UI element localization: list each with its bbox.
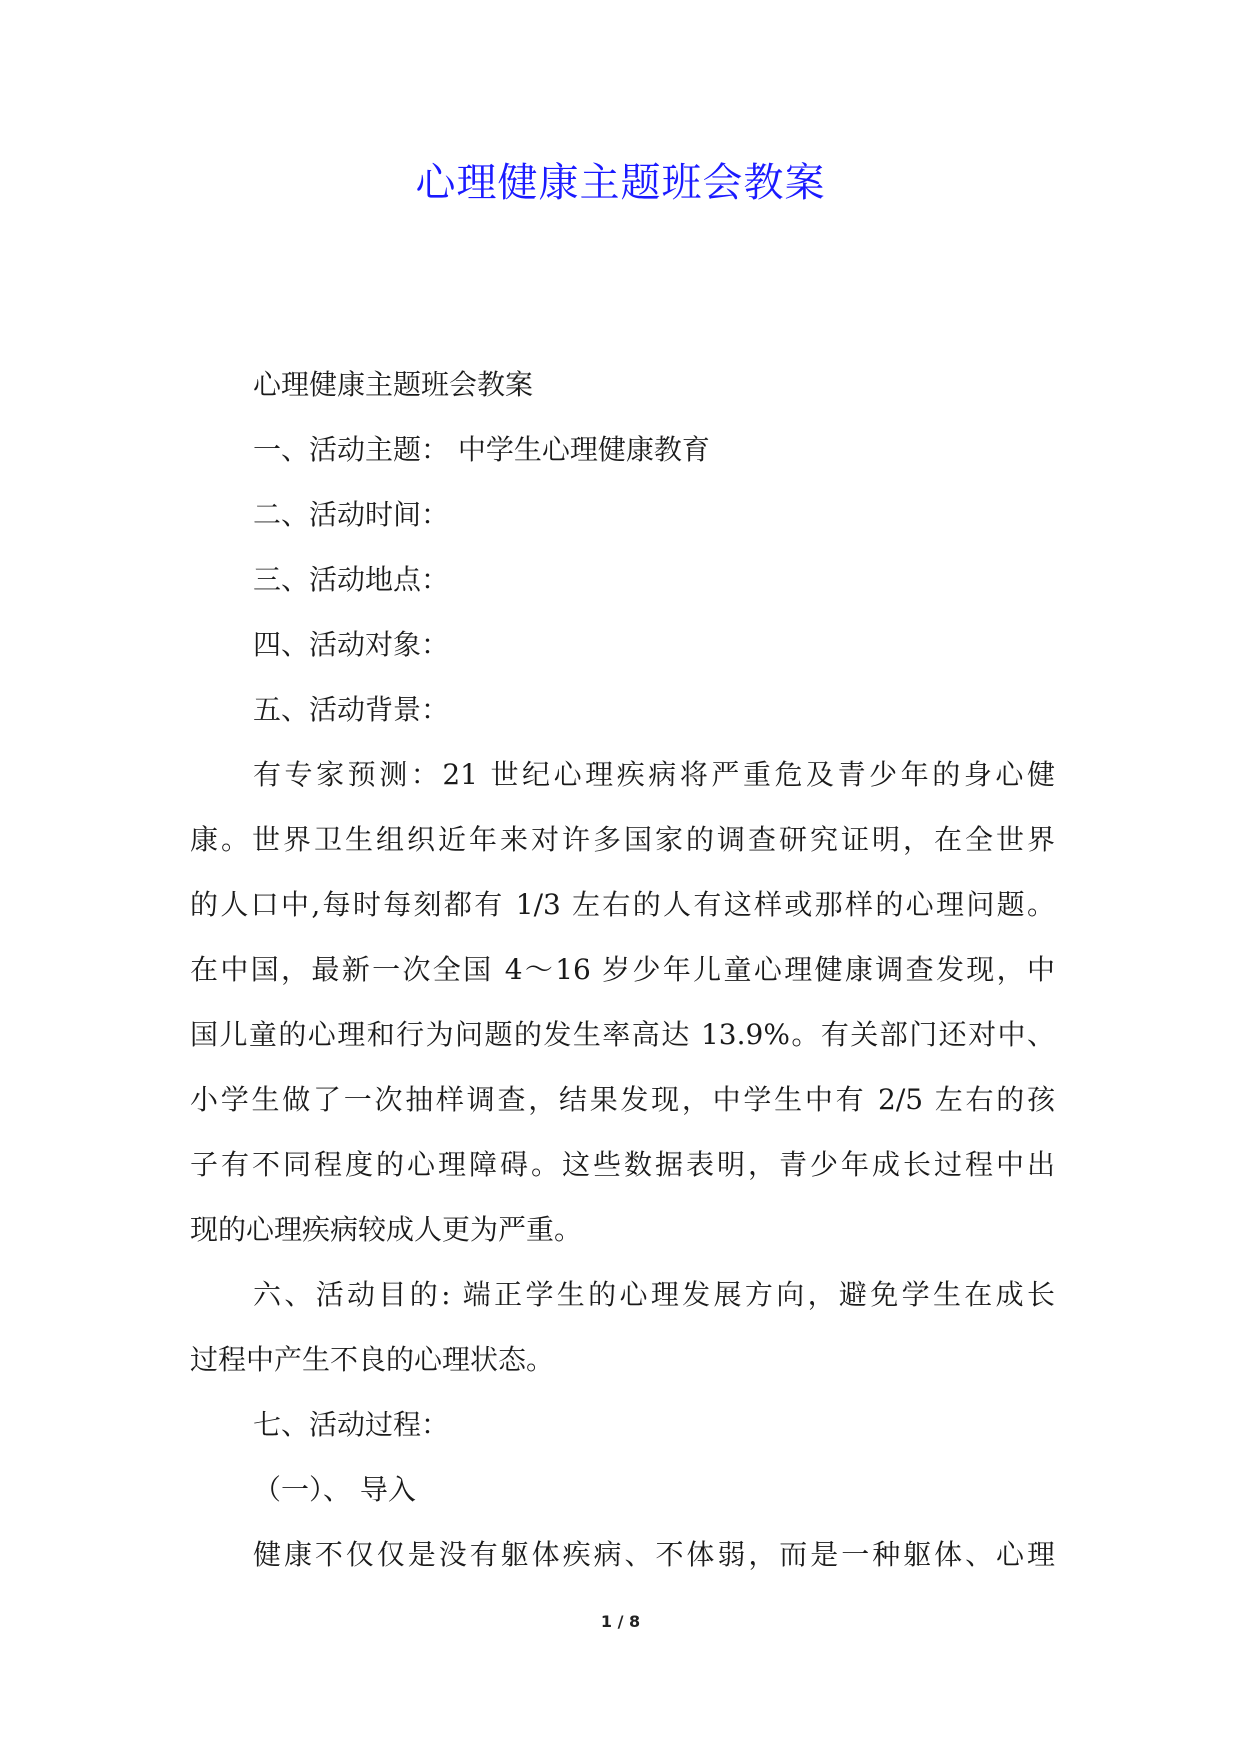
page-number: 1 / 8: [600, 1612, 641, 1631]
body-line-paragraph: 现的心理疾病较成人更为严重。: [190, 1213, 583, 1246]
body-line-paragraph: 有专家预测：21 世纪心理疾病将严重危及青少年的身心健: [253, 758, 1055, 791]
body-line-activity-purpose: 六、活动目的: 端正学生的心理发展方向，避免学生在成长: [253, 1278, 1055, 1311]
body-line-activity-purpose-cont: 过程中产生不良的心理状态。: [190, 1343, 555, 1376]
body-line-activity-process: 七、活动过程：: [253, 1408, 450, 1441]
body-line-activity-location: 三、活动地点：: [253, 563, 450, 596]
body-line-paragraph: 健康不仅仅是没有躯体疾病、不体弱，而是一种躯体、心理: [253, 1538, 1055, 1571]
body-line-paragraph: 子有不同程度的心理障碍。这些数据表明，青少年成长过程中出: [190, 1148, 1055, 1181]
body-line-section-intro: （一）、 导入: [253, 1473, 416, 1506]
document-body: [190, 352, 1055, 1587]
body-line-activity-background: 五、活动背景：: [253, 693, 450, 726]
body-line-paragraph: 国儿童的心理和行为问题的发生率高达 13.9%。有关部门还对中、: [190, 1018, 1055, 1051]
body-line-paragraph: 小学生做了一次抽样调查，结果发现，中学生中有 2/5 左右的孩: [190, 1083, 1055, 1116]
body-line-activity-time: 二、活动时间：: [253, 498, 450, 531]
body-line-paragraph: 在中国，最新一次全国 4～16 岁少年儿童心理健康调查发现，中: [190, 953, 1055, 986]
body-line-heading: 心理健康主题班会教案: [253, 368, 534, 401]
body-line-paragraph: 康。世界卫生组织近年来对许多国家的调查研究证明，在全世界: [190, 823, 1055, 856]
body-line-activity-audience: 四、活动对象：: [253, 628, 450, 661]
document-title: 心理健康主题班会教案: [415, 160, 826, 206]
body-line-paragraph: 的人口中,每时每刻都有 1/3 左右的人有这样或那样的心理问题。: [190, 888, 1055, 921]
body-line-activity-theme: 一、活动主题： 中学生心理健康教育: [253, 433, 710, 466]
